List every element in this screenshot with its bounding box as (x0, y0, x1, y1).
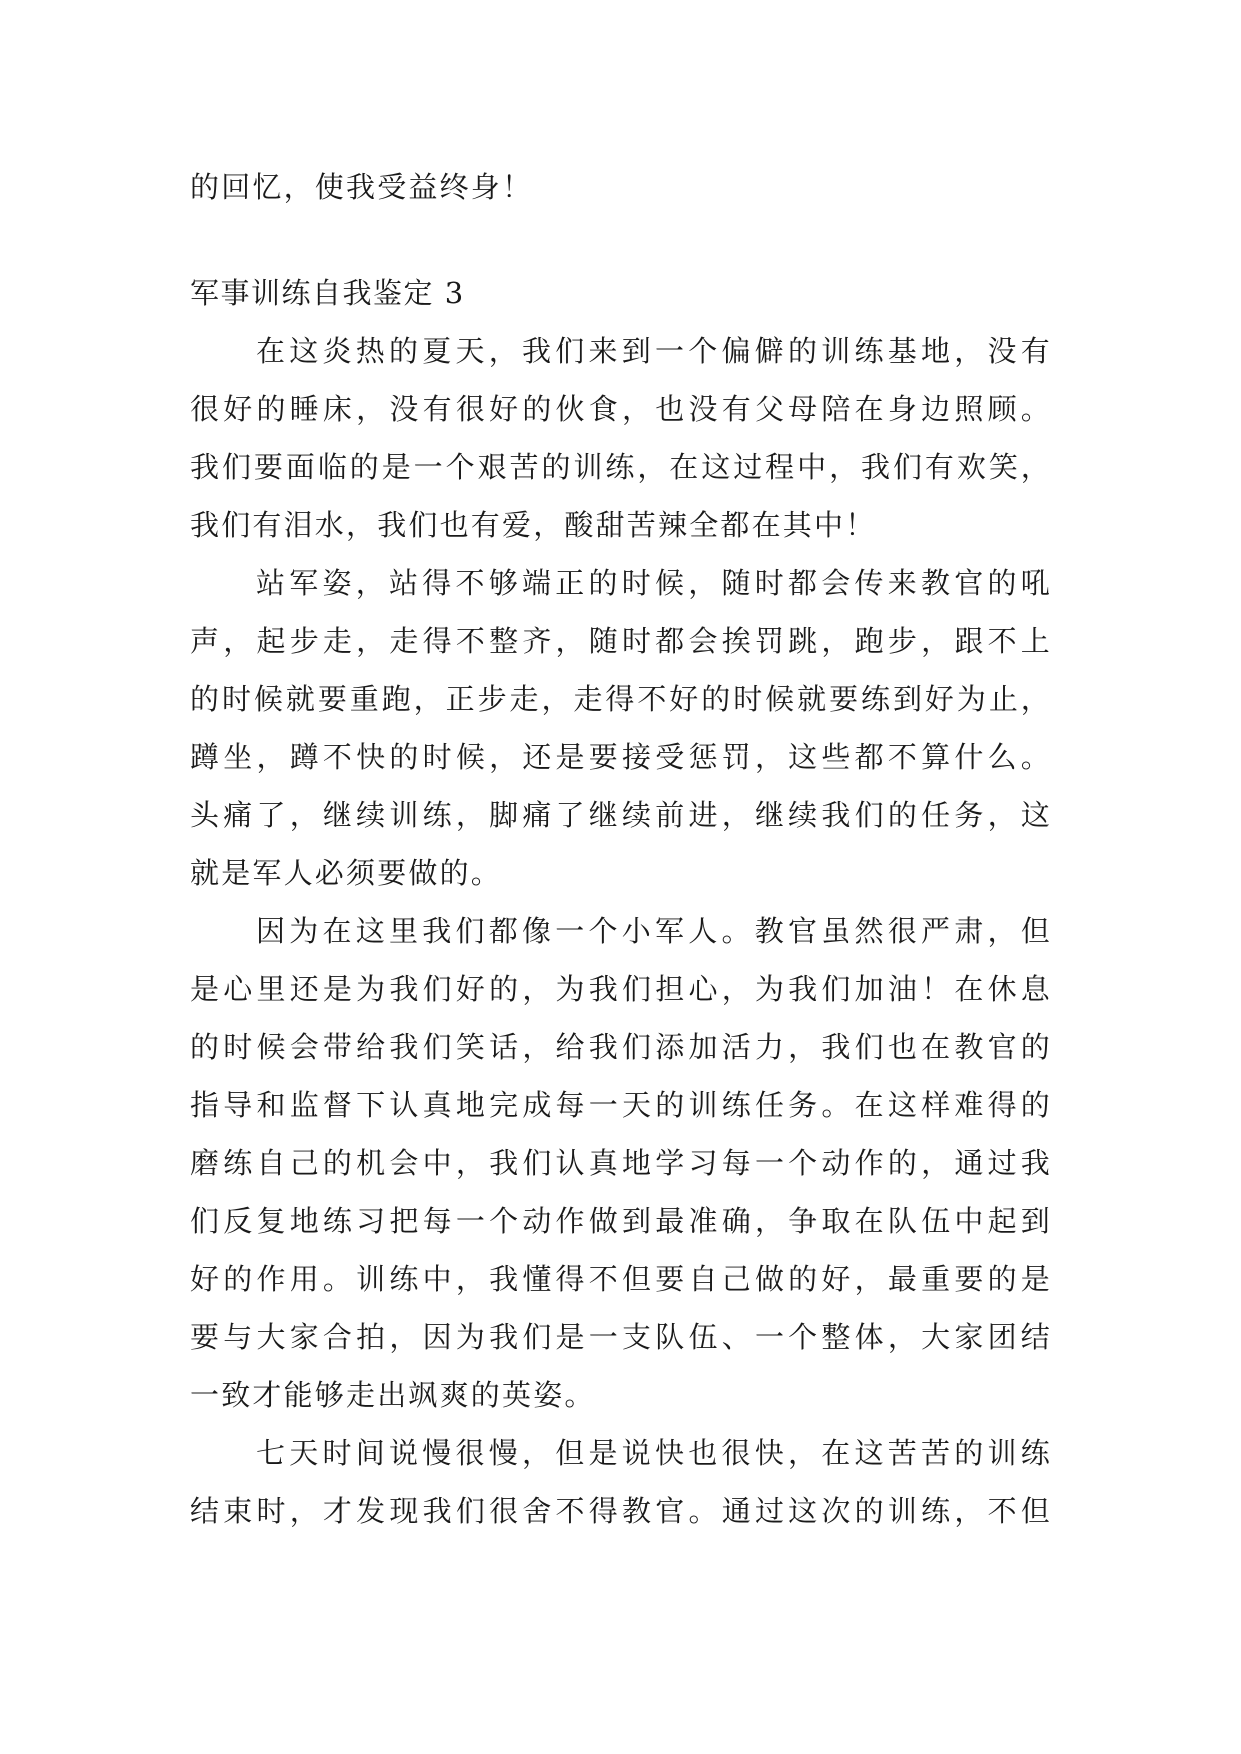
lead-line: 的回忆，使我受益终身！ (190, 170, 534, 204)
paragraph-line: 是心里还是为我们好的，为我们担心，为我们加油！在休息 (190, 972, 1052, 1006)
paragraph-line: 我们有泪水，我们也有爱，酸甜苦辣全都在其中！ (190, 508, 877, 542)
paragraph-line: 指导和监督下认真地完成每一天的训练任务。在这样难得的 (190, 1088, 1052, 1122)
section-title: 军事训练自我鉴定 3 (190, 276, 465, 310)
paragraph-line: 要与大家合拍，因为我们是一支队伍、一个整体，大家团结 (190, 1320, 1052, 1354)
paragraph-line: 们反复地练习把每一个动作做到最准确，争取在队伍中起到 (190, 1204, 1052, 1238)
paragraph-line: 好的作用。训练中，我懂得不但要自己做的好，最重要的是 (190, 1262, 1052, 1296)
paragraph-4 (190, 1424, 1052, 1540)
paragraph-line: 的时候就要重跑，正步走，走得不好的时候就要练到好为止， (190, 682, 1052, 716)
paragraph-line: 头痛了，继续训练，脚痛了继续前进，继续我们的任务，这 (190, 798, 1052, 832)
paragraph-line: 就是军人必须要做的。 (190, 856, 503, 890)
paragraph-line: 站军姿，站得不够端正的时候，随时都会传来教官的吼 (256, 566, 1052, 600)
paragraph-line: 的时候会带给我们笑话，给我们添加活力，我们也在教官的 (190, 1030, 1052, 1064)
paragraph-line: 在这炎热的夏天，我们来到一个偏僻的训练基地，没有 (256, 334, 1052, 368)
paragraph-line: 磨练自己的机会中，我们认真地学习每一个动作的，通过我 (190, 1146, 1052, 1180)
document-body (190, 158, 1052, 1540)
paragraph-line: 声，起步走，走得不整齐，随时都会挨罚跳，跑步，跟不上 (190, 624, 1052, 658)
paragraph-1 (190, 322, 1052, 554)
paragraph-line: 结束时，才发现我们很舍不得教官。通过这次的训练，不但 (190, 1494, 1052, 1528)
paragraph-line: 七天时间说慢很慢，但是说快也很快，在这苦苦的训练 (256, 1436, 1052, 1470)
paragraph-2 (190, 554, 1052, 902)
paragraph-3 (190, 902, 1052, 1424)
paragraph-line: 蹲坐，蹲不快的时候，还是要接受惩罚，这些都不算什么。 (190, 740, 1052, 774)
paragraph-line: 一致才能够走出飒爽的英姿。 (190, 1378, 596, 1412)
paragraph-line: 很好的睡床，没有很好的伙食，也没有父母陪在身边照顾。 (190, 392, 1052, 426)
paragraph-line: 我们要面临的是一个艰苦的训练，在这过程中，我们有欢笑， (190, 450, 1052, 484)
paragraph-line: 因为在这里我们都像一个小军人。教官虽然很严肃，但 (256, 914, 1052, 948)
